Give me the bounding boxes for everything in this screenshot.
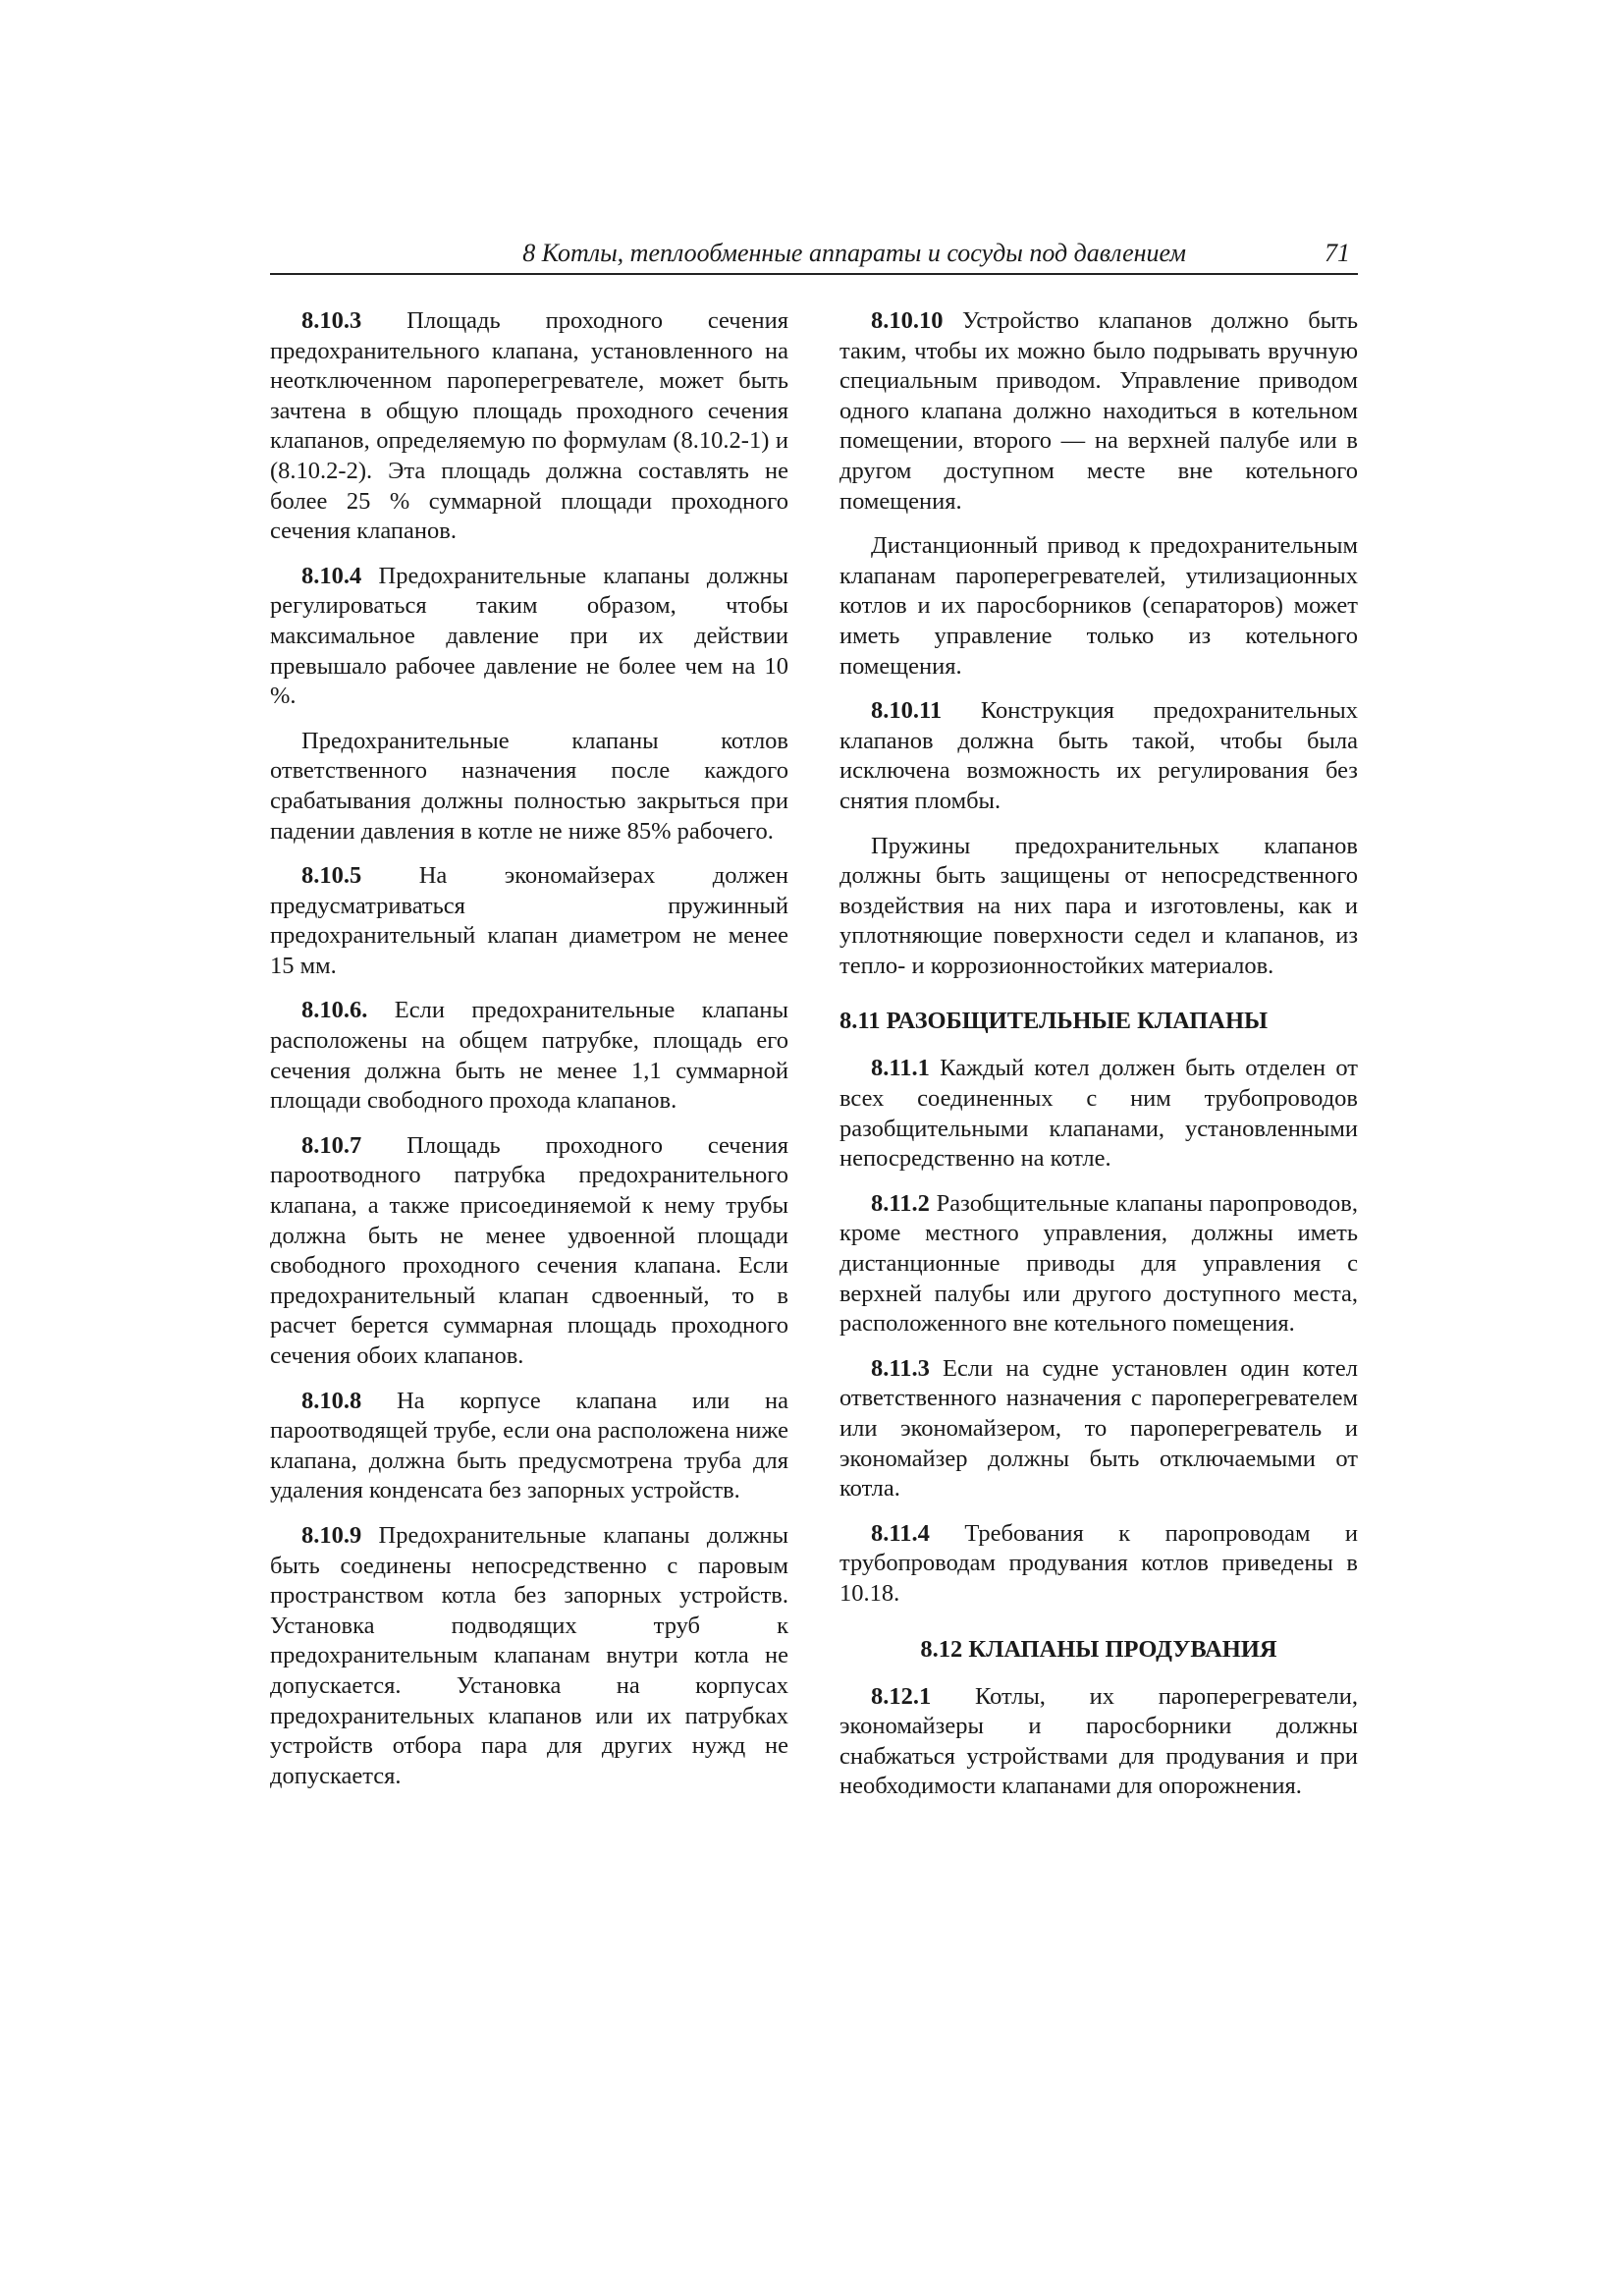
paragraph-8-12-1: 8.12.1 Котлы, их пароперегреватели, экономайзеры и паросборники должны снабжаться устройствами для продувания и при необходимости клапанами для опорожнения. <box>839 1682 1358 1800</box>
paragraph-8-11-4: 8.11.4 Требования к паропроводам и трубопроводам продувания котлов приведены в 10.18. <box>839 1519 1358 1607</box>
page-number: 71 <box>1325 239 1350 267</box>
paragraph-8-10-11: 8.10.11 Конструкция предохранительных клапанов должна быть такой, чтобы была исключена возможность их регулирования без снятия пломбы. <box>839 697 1358 814</box>
section-heading-8-12: 8.12 КЛАПАНЫ ПРОДУВАНИЯ <box>920 1635 1277 1663</box>
paragraph-8-10-8: 8.10.8 На корпусе клапана или на пароотводящей трубе, если она расположена ниже клапана, должна быть предусмотрена труба для удаления конденсата без запорных устройств. <box>270 1387 788 1504</box>
paragraph-8-10-11-cont: Пружины предохранительных клапанов должны быть защищены от непосредственного воздействия на них пара и изготовлены, как и уплотняющие поверхности седел и клапанов, из тепло- и коррозионностойких материалов. <box>839 832 1358 979</box>
left-column <box>270 306 788 1806</box>
paragraph-8-10-7: 8.10.7 Площадь проходного сечения пароотводного патрубка предохранительного клапана, а также присоединяемой к нему трубы должна быть не менее удвоенной площади свободного проходного сечения клапана. Если предохранительный клапан сдвоенный, то в расчет берется суммарная площадь проходного сечения обоих клапанов. <box>270 1131 788 1369</box>
paragraph-8-10-4: 8.10.4 Предохранительные клапаны должны регулироваться таким образом, чтобы максимальное давление при их действии превышало рабочее давление не более чем на 10 %. <box>270 562 788 710</box>
right-column <box>839 306 1358 1817</box>
paragraph-8-10-10: 8.10.10 Устройство клапанов должно быть таким, чтобы их можно было подрывать вручную специальным приводом. Управление приводом одного клапана должно находиться в котельном помещении, второго — на верхней палубе или в другом доступном месте вне котельного помещения. <box>839 307 1358 515</box>
chapter-title: 8 Котлы, теплообменные аппараты и сосуды под давлением <box>522 239 1186 267</box>
running-header <box>270 238 1358 275</box>
paragraph-8-11-3: 8.11.3 Если на судне установлен один котел ответственного назначения с пароперегревателем или экономайзером, то пароперегреватель и экономайзер должны быть отключаемыми от котла. <box>839 1354 1358 1503</box>
paragraph-8-10-9: 8.10.9 Предохранительные клапаны должны быть соединены непосредственно с паровым пространством котла без запорных устройств. Установка подводящих труб к предохранительным клапанам внутри котла не допускается. Установка на корпусах предохранительных клапанов или их патрубках устройств отбора пара для других нужд не допускается. <box>270 1521 788 1789</box>
paragraph-8-10-5: 8.10.5 На экономайзерах должен предусматриваться пружинный предохранительный клапан диаметром не менее 15 мм. <box>270 862 788 979</box>
paragraph-8-10-4-cont: Предохранительные клапаны котлов ответственного назначения после каждого срабатывания должны полностью закрыться при падении давления в котле не ниже 85% рабочего. <box>270 727 788 845</box>
paragraph-8-10-3: 8.10.3 Площадь проходного сечения предохранительного клапана, установленного на неотключенном пароперегревателе, может быть зачтена в общую площадь проходного сечения клапанов, определяемую по формулам (8.10.2-1) и (8.10.2-2). Эта площадь должна составлять не более 25 % суммарной площади проходного сечения клапанов. <box>270 307 788 545</box>
paragraph-8-11-1: 8.11.1 Каждый котел должен быть отделен от всех соединенных с ним трубопроводов разобщительными клапанами, установленными непосредственно на котле. <box>839 1055 1358 1173</box>
paragraph-8-10-10-cont: Дистанционный привод к предохранительным клапанам пароперегревателей, утилизационных котлов и их паросборников (сепараторов) может иметь управление только из котельного помещения. <box>839 532 1358 680</box>
paragraph-8-11-2: 8.11.2 Разобщительные клапаны паропроводов, кроме местного управления, должны иметь дистанционные приводы для управления с верхней палубы или другого доступного места, расположенного вне котельного помещения. <box>839 1189 1358 1338</box>
section-heading-8-11: 8.11 РАЗОБЩИТЕЛЬНЫЕ КЛАПАНЫ <box>839 1008 1269 1035</box>
paragraph-8-10-6: 8.10.6. Если предохранительные клапаны расположены на общем патрубке, площадь его сечения должна быть не менее 1,1 суммарной площади свободного прохода клапанов. <box>270 997 788 1115</box>
